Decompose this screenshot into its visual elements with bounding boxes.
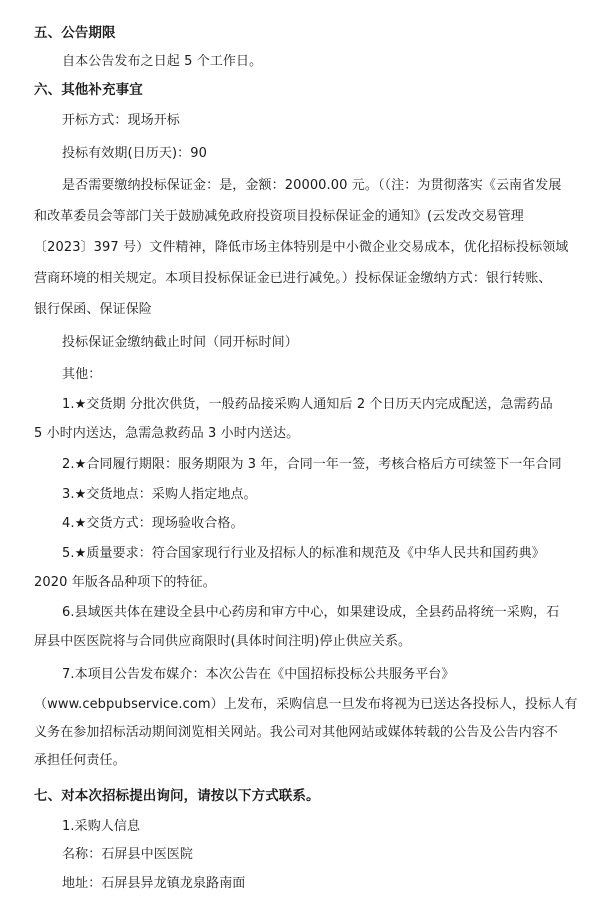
purchaser-address: 地址：石屏县异龙镇龙泉路南面 xyxy=(62,876,246,891)
bid-opening-method: 开标方式：现场开标 xyxy=(62,113,180,128)
purchaser-info-label: 1.采购人信息 xyxy=(62,819,141,834)
deposit-line-1: 是否需要缴纳投标保证金：是，金额：20000.00 元。（（注：为贯彻落实《云南省发展 xyxy=(62,178,562,193)
bid-validity-period: 投标有效期(日历天)：90 xyxy=(62,146,207,161)
item-6-line-1: 6.县域医共体在建设全县中心药房和审方中心，如果建设成，全县药品将统一采购，石 xyxy=(62,605,560,620)
item-7-line-4: 承担任何责任。 xyxy=(34,753,126,768)
other-label: 其他： xyxy=(62,367,102,382)
item-5-line-1: 5.★质量要求：符合国家现行行业及招标人的标准和规范及《中华人民共和国药典》 xyxy=(62,546,545,561)
item-7-line-3: 义务在参加招标活动期间浏览相关网站。我公司对其他网站或媒体转载的公告及公告内容不 xyxy=(34,725,559,740)
deposit-line-4: 营商环境的相关规定。本项目投标保证金已进行减免。）投标保证金缴纳方式：银行转账、 xyxy=(34,271,552,286)
deposit-line-3: 〔2023〕397 号）文件精神，降低市场主体特别是中小微企业交易成本，优化招标投标领域 xyxy=(34,240,569,255)
purchaser-name: 名称：石屏县中医医院 xyxy=(62,847,194,862)
item-2-line-1: 2.★合同履行期限：服务期限为 3 年，合同一年一签，考核合格后方可续签下一年合同 xyxy=(62,457,562,472)
deposit-line-5: 银行保函、保证保险 xyxy=(34,302,152,317)
section-6-heading: 六、其他补充事宜 xyxy=(34,82,143,98)
deposit-line-2: 和改革委员会等部门关于鼓励减免政府投资项目投标保证金的通知》(云发改交易管理 xyxy=(34,209,524,224)
section-5-body: 自本公告发布之日起 5 个工作日。 xyxy=(62,54,263,69)
item-3-line-1: 3.★交货地点：采购人指定地点。 xyxy=(62,487,257,502)
item-1-line-2: 5 小时内送达，急需急救药品 3 小时内送达。 xyxy=(34,426,300,441)
item-4-line-1: 4.★交货方式：现场验收合格。 xyxy=(62,516,244,531)
item-5-line-2: 2020 年版各品种项下的特征。 xyxy=(34,575,216,590)
section-7-heading: 七、对本次招标提出询问，请按以下方式联系。 xyxy=(34,788,320,804)
item-6-line-2: 屏县中医医院将与合同供应商限时(具体时间注明)停止供应关系。 xyxy=(34,634,412,649)
item-1-line-1: 1.★交货期 分批次供货，一般药品接采购人通知后 2 个日历天内完成配送，急需药品 xyxy=(62,397,553,412)
item-7-line-2: （www.cebpubservice.com）上发布，采购信息一旦发布将视为已送达各投标人，投标人有 xyxy=(34,697,578,712)
item-7-line-1: 7.本项目公告发布媒介：本次公告在《中国招标投标公共服务平台》 xyxy=(62,667,455,682)
section-5-heading: 五、公告期限 xyxy=(34,25,116,41)
deposit-deadline: 投标保证金缴纳截止时间（同开标时间） xyxy=(62,335,298,350)
